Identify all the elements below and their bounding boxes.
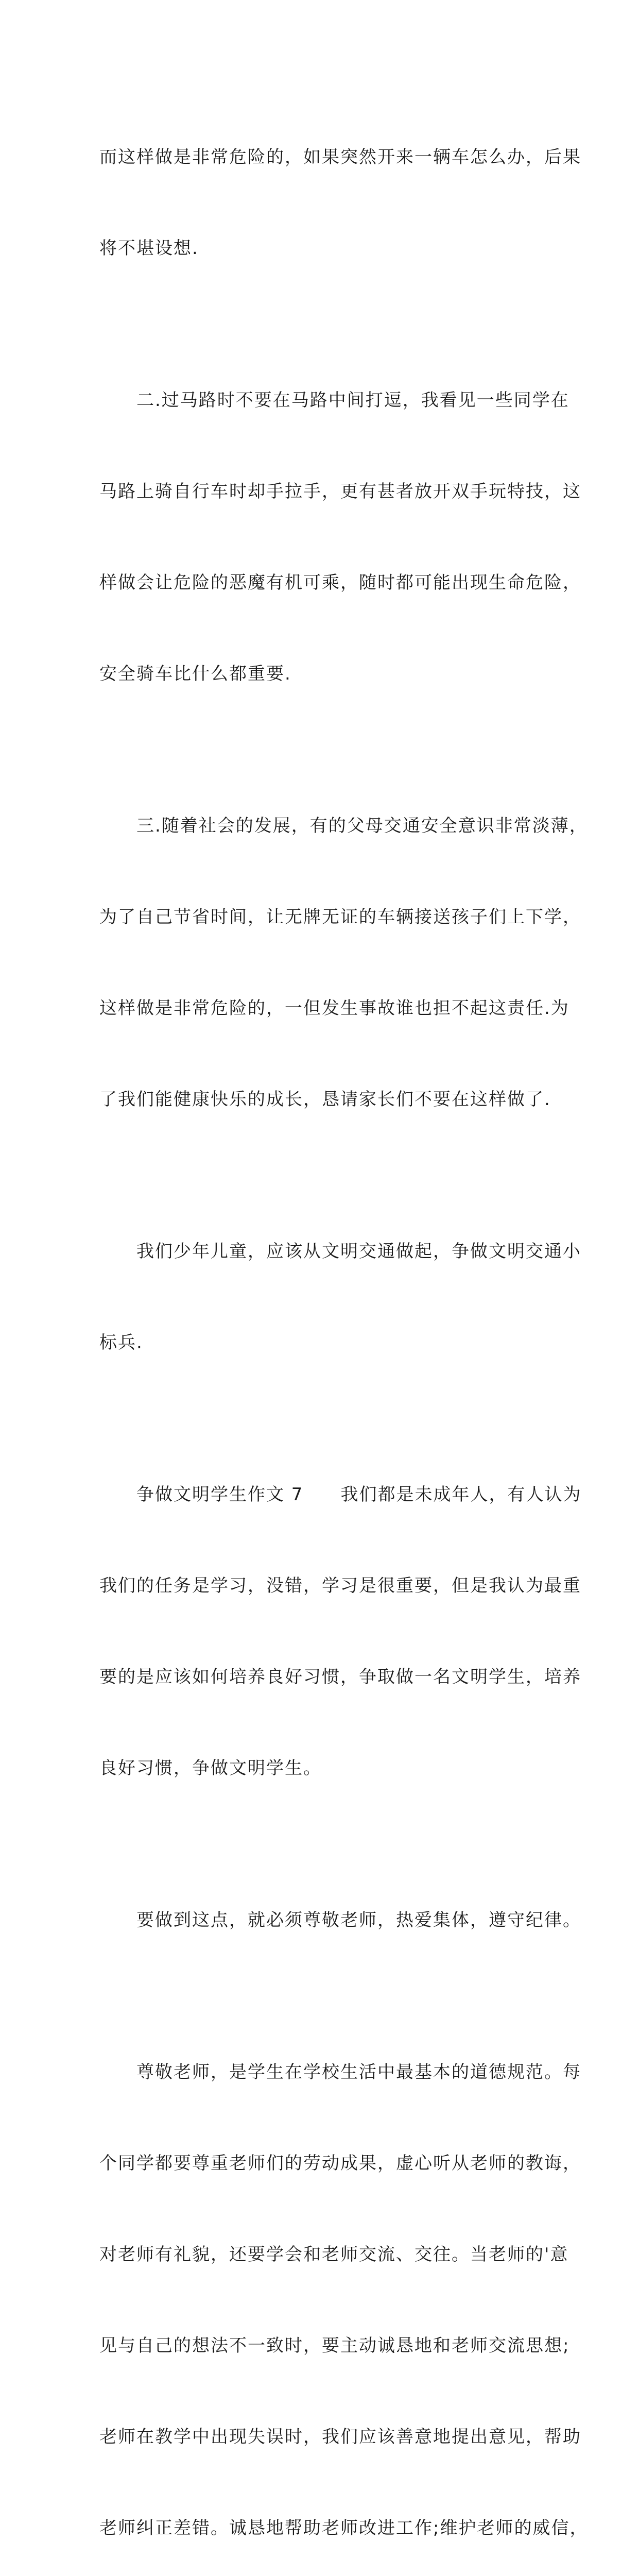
paragraph-5 [99, 1419, 582, 1844]
text-line: 样做会让危险的恶魔有机可乘，随时都可能出现生命危险， [99, 572, 581, 593]
text-line: 要的是应该如何培养良好习惯，争取做一名文明学生，培养 [99, 1667, 581, 1687]
document-body [99, 81, 589, 2576]
text-line: 马路上骑自行车时却手拉手，更有甚者放开双手玩特技，这 [99, 481, 581, 502]
text-line: 二.过马路时不要在马路中间打逗，我看见一些同学在 [99, 390, 569, 411]
paragraph-4 [99, 1176, 581, 1419]
text-line: 为了自己节省时间，让无牌无证的车辆接送孩子们上下学， [99, 907, 581, 927]
paragraph-2 [99, 325, 581, 750]
text-line: 对老师有礼貌，还要学会和老师交流、交往。当老师的'意 [99, 2244, 569, 2265]
text-line: 见与自己的想法不一致时，要主动诚恳地和老师交流思想; [99, 2335, 570, 2356]
text-line: 三.随着社会的发展，有的父母交通安全意识非常淡薄， [99, 816, 588, 836]
text-line: 尊敬老师，是学生在学校生活中最基本的道德规范。每 [99, 2062, 581, 2082]
text-line: 这样做是非常危险的，一但发生事故谁也担不起这责任.为 [99, 998, 569, 1019]
text-line: 个同学都要尊重老师们的劳动成果，虚心听从老师的教诲， [99, 2153, 581, 2174]
paragraph-7 [99, 1996, 589, 2576]
text-line: 要做到这点，就必须尊敬老师，热爱集体，遵守纪律。 [99, 1910, 581, 1930]
text-line: 老师在教学中出现失误时，我们应该善意地提出意见，帮助 [99, 2427, 581, 2447]
paragraph-3 [99, 750, 588, 1176]
text-line: 将不堪设想. [99, 238, 199, 259]
text-line: 老师纠正差错。诚恳地帮助老师改进工作;维护老师的威信， [99, 2518, 589, 2538]
paragraph-1 [99, 81, 581, 325]
text-line: 我们的任务是学习，没错，学习是很重要，但是我认为最重 [99, 1575, 581, 1596]
text-line: 而这样做是非常危险的，如果突然开来一辆车怎么办，后果 [99, 147, 581, 167]
paragraph-6 [99, 1844, 581, 1996]
text-line: 安全骑车比什么都重要. [99, 664, 291, 684]
text-line: 争做文明学生作文 7 我们都是未成年人，有人认为 [99, 1484, 582, 1505]
text-line: 良好习惯，争做文明学生。 [99, 1758, 322, 1778]
text-line: 我们少年儿童，应该从文明交通做起，争做文明交通小 [99, 1241, 581, 1262]
text-line: 标兵. [99, 1332, 143, 1353]
text-line: 了我们能健康快乐的成长，恳请家长们不要在这样做了. [99, 1089, 551, 1110]
